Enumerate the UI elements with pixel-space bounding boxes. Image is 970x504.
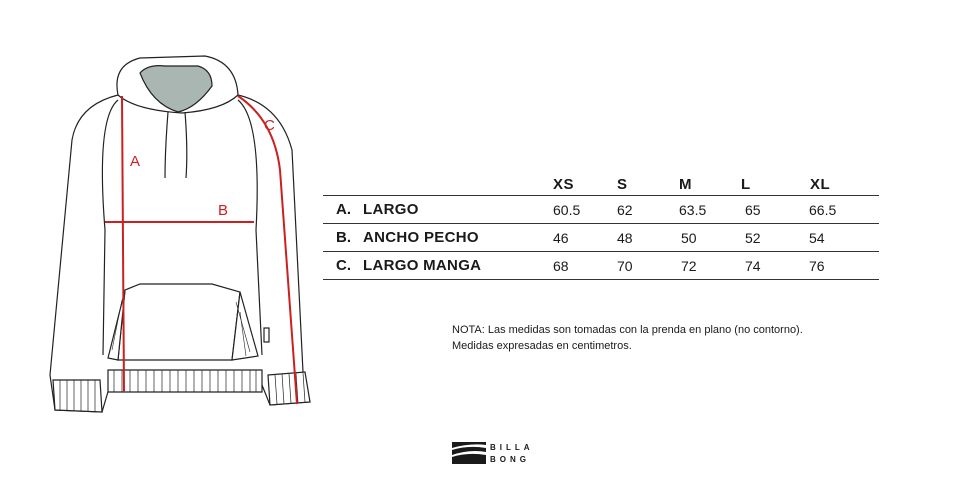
label-b: B: [218, 202, 229, 219]
note-line-2: Medidas expresadas en centimetros.: [452, 340, 632, 352]
row-letter: A.: [336, 201, 351, 218]
cell-s: 70: [617, 258, 633, 274]
hoodie-diagram: [0, 0, 330, 430]
row-label: LARGO MANGA: [363, 257, 482, 274]
cell-xs: 68: [553, 258, 569, 274]
cell-xl: 66.5: [809, 202, 837, 218]
cell-m: 50: [681, 230, 697, 246]
table-row-largo: [323, 196, 879, 224]
table-row-largo-manga: [323, 252, 879, 280]
wave-logo-icon: [452, 442, 486, 464]
note-line-1: NOTA: Las medidas son tomadas con la prenda en plano (no contorno).: [452, 324, 803, 336]
cell-s: 48: [617, 230, 633, 246]
brand-name-line-1: BILLA: [490, 443, 534, 452]
hem-rib: [108, 370, 262, 392]
cell-m: 72: [681, 258, 697, 274]
size-header-xs: XS: [553, 176, 575, 193]
brand-name-line-2: BONG: [490, 455, 530, 464]
row-letter: C.: [336, 257, 351, 274]
cell-l: 74: [745, 258, 761, 274]
label-a: A: [130, 153, 141, 170]
size-header-s: S: [617, 176, 628, 193]
cell-l: 52: [745, 230, 761, 246]
cell-s: 62: [617, 202, 633, 218]
cell-xl: 76: [809, 258, 825, 274]
cell-xs: 46: [553, 230, 569, 246]
row-letter: B.: [336, 229, 351, 246]
cell-m: 63.5: [679, 202, 707, 218]
brand-logo: [452, 442, 534, 469]
size-header-m: M: [679, 176, 692, 193]
cell-l: 65: [745, 202, 761, 218]
size-header-xl: XL: [810, 176, 831, 193]
table-row-ancho-pecho: [323, 224, 879, 252]
cell-xl: 54: [809, 230, 825, 246]
row-label: LARGO: [363, 201, 419, 218]
hoodie-body-outline: [50, 95, 310, 412]
table-rule: [323, 279, 879, 280]
label-c: C: [264, 117, 275, 134]
row-label: ANCHO PECHO: [363, 229, 479, 246]
measurement-note: [452, 322, 803, 354]
cell-xs: 60.5: [553, 202, 581, 218]
size-header-l: L: [741, 176, 751, 193]
